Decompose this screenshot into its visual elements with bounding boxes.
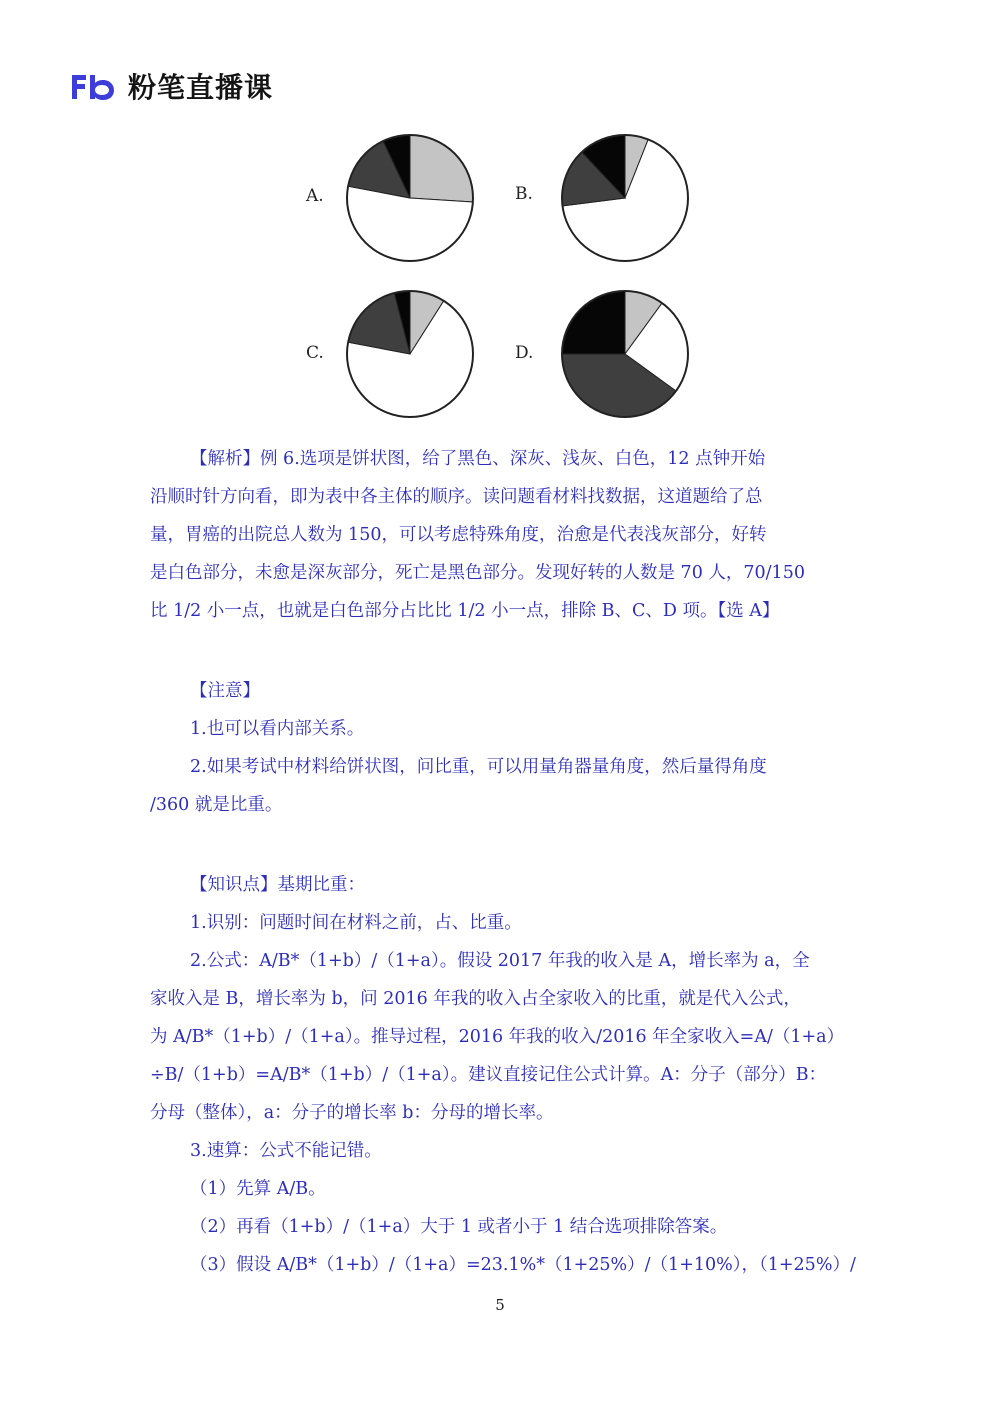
knowledge-line-1: 1.识别：问题时间在材料之前，占、比重。 [190,913,522,933]
note-item-2-cont: /360 就是比重。 [150,795,283,815]
knowledge-line-6: 分母（整体），a：分子的增长率 b：分母的增长率。 [150,1103,554,1123]
knowledge-line-4: 为 A/B*（1+b）/（1+a）。推导过程，2016 年我的收入/2016 年全家收入=A/（1+a） [150,1027,845,1047]
knowledge-line-9: （2）再看（1+b）/（1+a）大于 1 或者小于 1 结合选项排除答案。 [190,1217,728,1237]
note-item-2: 2.如果考试中材料给饼状图，问比重，可以用量角器量角度，然后量得角度 [190,757,767,777]
knowledge-line-7: 3.速算：公式不能记错。 [190,1141,382,1161]
note-title: 【注意】 [190,681,260,701]
knowledge-title: 【知识点】基期比重： [190,875,365,895]
page-number: 5 [495,1296,505,1314]
option-label-d: D. [515,343,534,363]
brand-name: 粉笔直播课 [128,71,274,104]
analysis-line-4: 是白色部分，未愈是深灰部分，死亡是黑色部分。发现好转的人数是 70 人，70/150 [150,563,805,583]
analysis-line-3: 量，胃癌的出院总人数为 150，可以考虑特殊角度，治愈是代表浅灰部分，好转 [150,525,767,545]
analysis-line-2: 沿顺时针方向看，即为表中各主体的顺序。读问题看材料找数据，这道题给了总 [150,487,763,507]
knowledge-line-2: 2.公式：A/B*（1+b）/（1+a）。假设 2017 年我的收入是 A，增长率为 a，全 [190,951,810,971]
option-label-c: C. [306,343,324,363]
fb-logo-icon [70,71,116,101]
note-item-1: 1.也可以看内部关系。 [190,719,365,739]
knowledge-line-8: （1）先算 A/B。 [190,1179,326,1199]
knowledge-line-10: （3）假设 A/B*（1+b）/（1+a）=23.1%*（1+25%）/（1+10%），（1+25%）/ [190,1255,856,1275]
knowledge-line-5: ÷B/（1+b）=A/B*（1+b）/（1+a）。建议直接记住公式计算。A：分子（部分）B： [150,1065,827,1085]
option-label-a: A. [306,186,324,206]
brand-logo [70,66,273,106]
analysis-line-5: 比 1/2 小一点，也就是白色部分占比比 1/2 小一点，排除 B、C、D 项。【选 A】 [150,601,780,621]
pie-charts-svg [290,118,710,428]
knowledge-line-3: 家收入是 B，增长率为 b，问 2016 年我的收入占全家收入的比重，就是代入公式， [150,989,801,1009]
pie-chart-options [290,118,710,428]
pie-a-slice-light-gray [410,135,473,202]
option-label-b: B. [515,184,533,204]
analysis-line-1: 【解析】例 6.选项是饼状图，给了黑色、深灰、浅灰、白色，12 点钟开始 [190,449,766,469]
